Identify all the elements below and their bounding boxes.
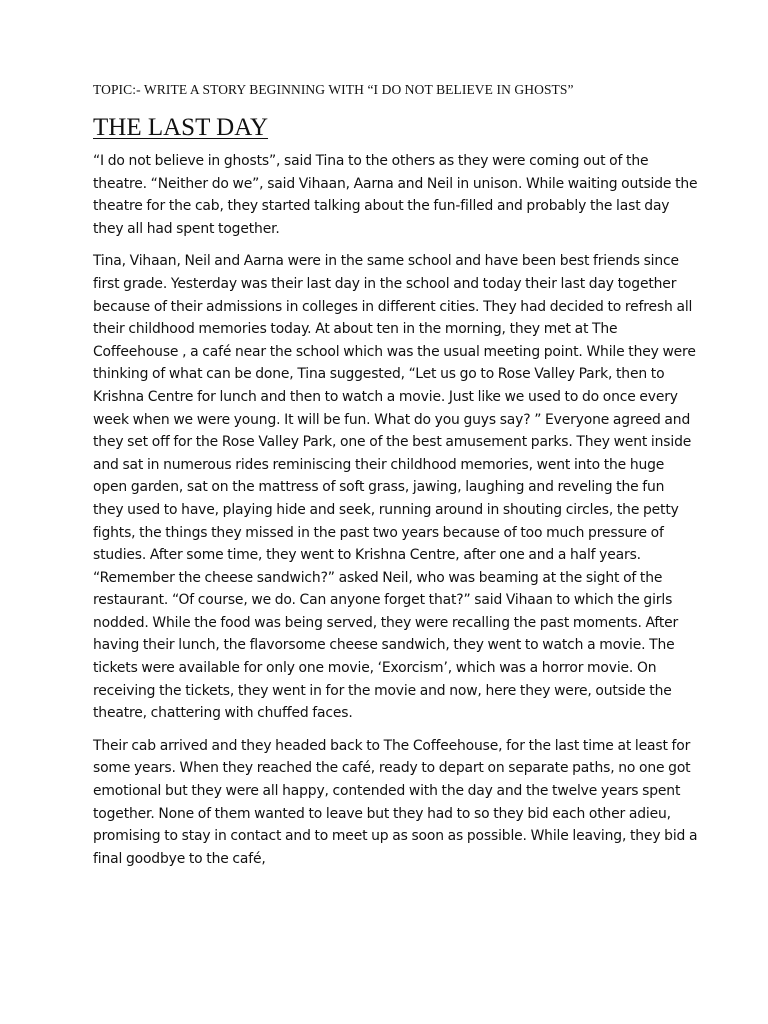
paragraph-3: Their cab arrived and they headed back to The Coffeehouse, for the last time at least for some years. When they reached the café, ready to depart on separate paths, no one got emotional but they were all happy, contended with the day and the twelve years spent together. None of them wanted to leave but they had to so they bid each other adieu, promising to stay in contact and to meet up as soon as possible. While leaving, they bid a final goodbye to the café, — [93, 737, 698, 867]
story-title: THE LAST DAY — [93, 114, 269, 141]
topic-line: TOPIC:- WRITE A STORY BEGINNING WITH “I DO NOT BELIEVE IN GHOSTS” — [93, 82, 574, 97]
paragraph-2: Tina, Vihaan, Neil and Aarna were in the same school and have been best friends since first grade. Yesterday was their last day in the school and today their last day together because of their admissions in colleges in different cities. They had decided to refresh all their childhood memories today. At about ten in the morning, they met at The Coffeehouse , a café near the school which was the usual meeting point. While they were thinking of what can be done, Tina suggested, “Let us go to Rose Valley Park, then to Krishna Centre for lunch and then to watch a movie. Just like we used to do once every week when we were young. It will be fun. What do you guys say? ” Everyone agreed and they set off for the Rose Valley Park, one of the best amusement parks. They went inside and sat in numerous rides reminiscing their childhood memories, went into the huge open garden, sat on the mattress of soft grass, jawing, laughing and reveling the fun they used to have, playing hide and seek, running around in shouting circles, the petty fights, the things they missed in the past two years because of too much pressure of studies. After some time, they went to Krishna Centre, after one and a half years. “Remember the cheese sandwich?” asked Neil, who was beaming at the sight of the restaurant. “Of course, we do. Can anyone forget that?” said Vihaan to which the girls nodded. While the food was being served, they were recalling the past moments. After having their lunch, the flavorsome cheese sandwich, they went to watch a movie. The tickets were available for only one movie, ‘Exorcism’, which was a horror movie. On receiving the tickets, they went in for the movie and now, here they were, outside the theatre, chattering with chuffed faces. — [93, 253, 696, 722]
paragraph-1: “I do not believe in ghosts”, said Tina to the others as they were coming out of the theatre. “Neither do we”, said Vihaan, Aarna and Neil in unison. While waiting outside the theatre for the cab, they started talking about the fun-filled and probably the last day they all had spent together. — [93, 153, 698, 237]
